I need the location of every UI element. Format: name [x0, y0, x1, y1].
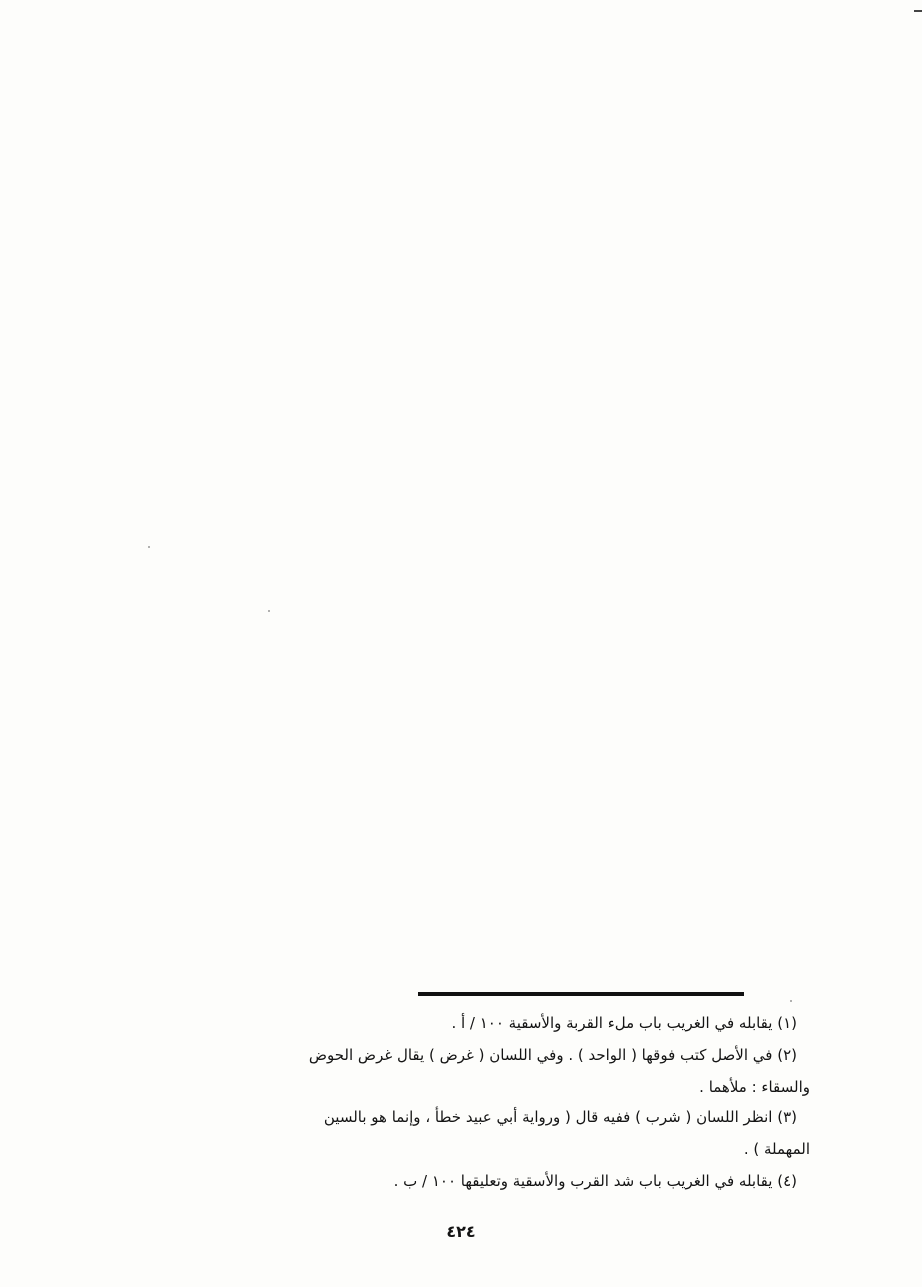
- scan-speck: [268, 610, 270, 612]
- footnote-line: والسقاء : ملأهما .: [699, 1078, 810, 1096]
- corner-rule: [914, 0, 922, 12]
- footnote-line: (٣) انظر اللسان ( شرب ) ففيه قال ( ورواية أبي عبيد خطأ ، وإنما هو بالسين: [323, 1108, 797, 1126]
- footnote-separator: [418, 992, 744, 996]
- scan-speck: [790, 1000, 792, 1002]
- footnote-line: المهملة ) .: [743, 1140, 810, 1158]
- page-number: ٤٢٤: [446, 1222, 476, 1241]
- scan-speck: [148, 546, 150, 548]
- footnote-line: (١) يقابله في الغريب باب ملء القربة والأسقية ١٠٠ / أ .: [451, 1014, 797, 1032]
- footnote-line: (٢) في الأصل كتب فوقها ( الواحد ) . وفي اللسان ( غرض ) يقال غرض الحوض: [308, 1046, 797, 1064]
- footnote-line: (٤) يقابله في الغريب باب شد القرب والأسقية وتعليقها ١٠٠ / ب .: [393, 1172, 797, 1190]
